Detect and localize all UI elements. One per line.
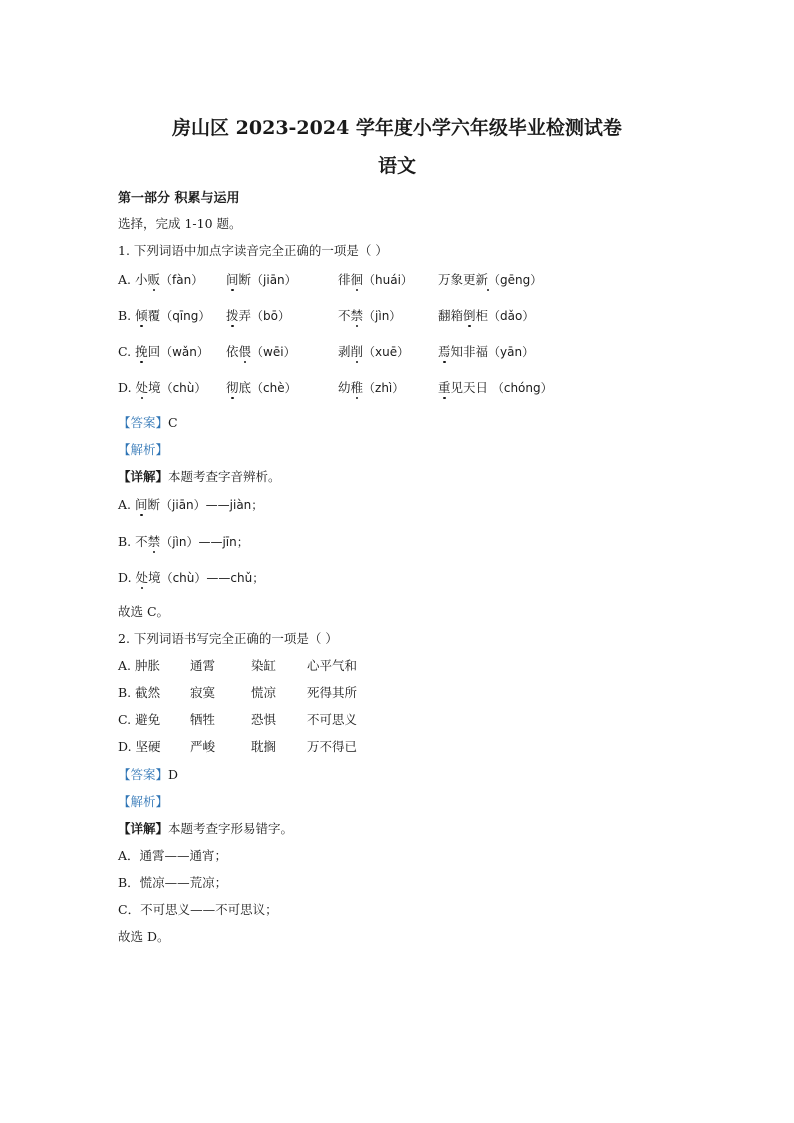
- q1-option-item: [338, 306, 401, 324]
- option-label: D.: [118, 380, 132, 395]
- option-word: 截然: [135, 685, 161, 700]
- q1-option-row: [118, 270, 203, 288]
- word-text: 弄: [238, 308, 252, 323]
- word-text: 不: [338, 308, 351, 323]
- dotted-char: 拨: [226, 308, 239, 323]
- word-text: 幼: [338, 380, 351, 395]
- dotted-char: 徊: [350, 272, 364, 287]
- pinyin-text: （chù）: [160, 381, 207, 395]
- option-label: C.: [118, 712, 132, 727]
- word-text: 万象更新: [438, 272, 489, 287]
- pinyin-text: （xuē）: [363, 345, 410, 359]
- option-label: A.: [118, 658, 132, 673]
- word-text: 翻箱: [438, 308, 464, 323]
- pinyin-text: （gēng）: [488, 273, 543, 287]
- word-text: 知非福: [450, 344, 489, 359]
- option-word: 坚硬: [135, 739, 161, 754]
- detail-text: 本题考查字音辨析。: [168, 469, 281, 484]
- q2-option-word: 通霄: [190, 658, 216, 673]
- dotted-char: 偎: [238, 344, 252, 359]
- q1-note: [118, 532, 249, 550]
- q1-option-item: [338, 378, 404, 396]
- pinyin-text: （huái）: [363, 273, 413, 287]
- q1-option-item: [226, 270, 297, 288]
- dotted-char: 倒: [463, 308, 476, 323]
- option-word: 肿胀: [135, 658, 161, 673]
- q1-option-row: [118, 306, 210, 324]
- word-text: 不: [135, 534, 148, 549]
- q2-option-word: 万不得已: [307, 739, 358, 754]
- q1-option-row: [118, 378, 206, 396]
- answer-tag: 【答案】: [118, 415, 169, 430]
- q1-option-item: [226, 342, 296, 360]
- word-text: 见天日: [450, 380, 489, 395]
- q2-note: C．不可思义——不可思议；: [118, 902, 278, 917]
- detail-text: 本题考查字形易错字。: [168, 821, 294, 836]
- pinyin-text: （jiān）——jiàn；: [160, 498, 264, 512]
- pinyin-text: （qīng）: [160, 309, 211, 323]
- q1-note: [118, 568, 264, 586]
- section-instruction: 选择，完成 1-10 题。: [118, 216, 242, 231]
- answer-value: D: [168, 767, 179, 782]
- dotted-char: 削: [350, 344, 364, 359]
- dotted-char: 挽: [135, 344, 148, 359]
- dotted-char: 彻: [226, 380, 239, 395]
- note-label: D.: [118, 570, 132, 585]
- option-label: B.: [118, 685, 132, 700]
- note-label: B.: [118, 534, 132, 549]
- q1-option-item: [226, 378, 297, 396]
- dotted-char: 处: [135, 570, 149, 585]
- option-word: 避免: [135, 712, 161, 727]
- pinyin-text: （jìn）——jīn；: [160, 535, 249, 549]
- q1-option-item: [338, 270, 413, 288]
- pinyin-text: （chù）——chǔ；: [160, 571, 265, 585]
- word-text: 覆: [147, 308, 161, 323]
- q1-option-row: [118, 342, 209, 360]
- dotted-char: 禁: [350, 308, 364, 323]
- q2-conclusion: 故选 D。: [118, 929, 170, 944]
- pinyin-text: （jiān）: [251, 273, 297, 287]
- q2-option-word: 恐惧: [251, 712, 277, 727]
- section-heading: 第一部分 积累与运用: [118, 191, 240, 206]
- option-label: C.: [118, 344, 132, 359]
- word-text: 底: [238, 380, 252, 395]
- q1-stem: 1. 下列词语中加点字读音完全正确的一项是（ ）: [118, 243, 388, 258]
- word-text: 断: [238, 272, 252, 287]
- pinyin-text: （chóng）: [488, 381, 553, 395]
- dotted-char: 禁: [147, 534, 161, 549]
- pinyin-text: （chè）: [251, 381, 297, 395]
- word-text: 徘: [338, 272, 351, 287]
- exam-title: 房山区 2023-2024 学年度小学六年级毕业检测试卷: [172, 117, 622, 139]
- pinyin-text: （bō）: [251, 309, 290, 323]
- q2-option-word: 寂寞: [190, 685, 216, 700]
- q1-conclusion: 故选 C。: [118, 604, 170, 619]
- q2-option-word: 染缸: [251, 658, 277, 673]
- option-label: B.: [118, 308, 132, 323]
- q2-answer: [118, 765, 178, 783]
- dotted-char: 倾: [135, 308, 148, 323]
- dotted-char: 稚: [350, 380, 364, 395]
- q2-detail: [118, 819, 293, 837]
- q1-option-item: [438, 342, 534, 360]
- option-label: D.: [118, 739, 132, 754]
- q2-option-word: 牺牲: [190, 712, 216, 727]
- dotted-char: 间: [135, 497, 148, 512]
- pinyin-text: （dǎo）: [488, 309, 535, 323]
- subject-title: 语文: [377, 155, 416, 177]
- dotted-char: 重: [438, 380, 451, 395]
- answer-tag: 【答案】: [118, 767, 169, 782]
- q2-option-word: 耽搁: [251, 739, 277, 754]
- word-text: 境: [148, 570, 161, 585]
- q1-option-item: [438, 378, 553, 396]
- word-text: 剥: [338, 344, 351, 359]
- dotted-char: 贩: [147, 272, 161, 287]
- q2-option-row: [118, 656, 160, 674]
- pinyin-text: （zhì）: [363, 381, 405, 395]
- q1-detail: [118, 467, 281, 485]
- word-text: 依: [226, 344, 239, 359]
- q1-option-item: [338, 342, 409, 360]
- q1-analysis-tag: 【解析】: [118, 442, 169, 457]
- q2-option-row: [118, 683, 160, 701]
- detail-tag: 【详解】: [118, 469, 169, 484]
- q2-option-word: 严峻: [190, 739, 216, 754]
- dotted-char: 间: [226, 272, 239, 287]
- word-text: 小: [135, 272, 148, 287]
- q2-option-word: 死得其所: [307, 685, 358, 700]
- pinyin-text: （wǎn）: [160, 345, 209, 359]
- q2-note: B．慌凉——荒凉；: [118, 875, 228, 890]
- q2-option-word: 不可思义: [307, 712, 358, 727]
- q2-option-word: 慌凉: [251, 685, 277, 700]
- detail-tag: 【详解】: [118, 821, 169, 836]
- q1-note: [118, 495, 263, 513]
- q2-note: A．通霄——通宵；: [118, 848, 228, 863]
- pinyin-text: （wēi）: [251, 345, 296, 359]
- pinyin-text: （jìn）: [363, 309, 402, 323]
- q2-stem: 2. 下列词语书写完全正确的一项是（ ）: [118, 631, 338, 646]
- word-text: 境: [148, 380, 161, 395]
- option-label: A.: [118, 272, 132, 287]
- pinyin-text: （fàn）: [160, 273, 204, 287]
- word-text: 柜: [475, 308, 489, 323]
- dotted-char: 处: [135, 380, 149, 395]
- dotted-char: 焉: [438, 344, 451, 359]
- q2-option-row: [118, 737, 161, 755]
- q2-analysis-tag: 【解析】: [118, 794, 169, 809]
- q1-option-item: [438, 270, 542, 288]
- q2-option-word: 心平气和: [307, 658, 358, 673]
- pinyin-text: （yān）: [488, 345, 535, 359]
- word-text: 断: [147, 497, 161, 512]
- q1-option-item: [226, 306, 290, 324]
- word-text: 回: [147, 344, 161, 359]
- note-label: A.: [118, 497, 132, 512]
- q2-option-row: [118, 710, 160, 728]
- q1-option-item: [438, 306, 534, 324]
- answer-value: C: [168, 415, 178, 430]
- q1-answer: [118, 413, 178, 431]
